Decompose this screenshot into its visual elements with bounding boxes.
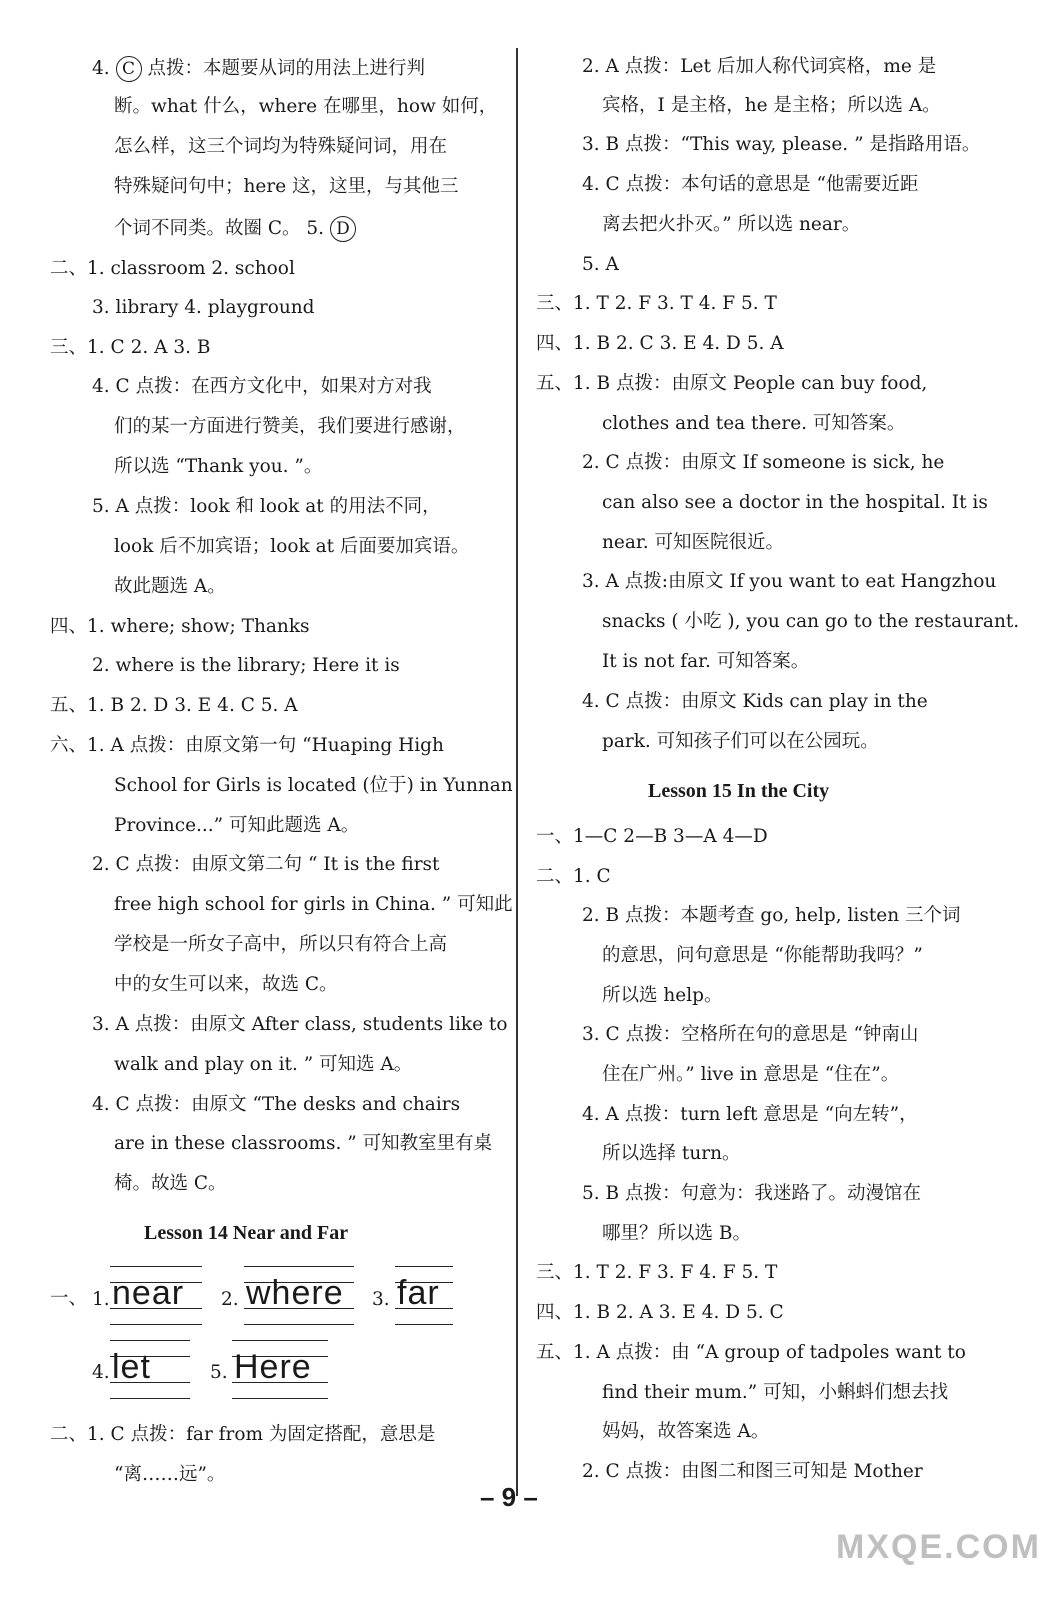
answer-line: School for Girls is located (位于) in Yunnan bbox=[114, 775, 513, 796]
hw-number: 2. bbox=[221, 1289, 239, 1310]
answer-line: park. 可知孩子们可以在公园玩。 bbox=[602, 731, 879, 752]
answer-line: 2. B 点拨：本题考查 go, help, listen 三个词 bbox=[582, 905, 961, 926]
answer-line: 2. C 点拨：由图二和图三可知是 Mother bbox=[582, 1461, 923, 1482]
answer-line: 所以选 “Thank you. ”。 bbox=[114, 456, 323, 477]
answer-line: can also see a doctor in the hospital. It is bbox=[602, 492, 988, 513]
answer-line: 四、1. B 2. C 3. E 4. D 5. A bbox=[536, 333, 784, 354]
answer-line: 三、1. C 2. A 3. B bbox=[50, 337, 211, 358]
answer-line: 五、1. B 2. D 3. E 4. C 5. A bbox=[50, 695, 298, 716]
answer-line: are in these classrooms. ” 可知教室里有桌 bbox=[114, 1133, 493, 1154]
answer-line: 所以选 help。 bbox=[602, 985, 723, 1006]
answer-line: 的意思，问句意思是 “你能帮助我吗？” bbox=[602, 945, 923, 966]
answer-line: 个词不同类。故圈 C。 5. D bbox=[114, 215, 356, 243]
lesson-15-title: Lesson 15 In the City bbox=[648, 780, 830, 802]
answer-line: 四、1. B 2. A 3. E 4. D 5. C bbox=[536, 1302, 784, 1323]
answer-line: 五、1. B 点拨：由原文 People can buy food, bbox=[536, 373, 928, 394]
answer-line: 5. A 点拨：look 和 look at 的用法不同， bbox=[92, 496, 441, 517]
answer-line: 4. A 点拨：turn left 意思是 “向左转”， bbox=[582, 1104, 918, 1125]
answer-line: 2. C 点拨：由原文 If someone is sick, he bbox=[582, 452, 945, 473]
answer-line: 妈妈，故答案选 A。 bbox=[602, 1421, 770, 1442]
handwriting-answer: far bbox=[395, 1266, 453, 1328]
answer-line: 2. where is the library; Here it is bbox=[92, 655, 400, 676]
answer-line: 4. C 点拨：由原文 Kids can play in the bbox=[582, 691, 928, 712]
answer-line: 三、1. T 2. F 3. F 4. F 5. T bbox=[536, 1262, 778, 1283]
answer-line: 住在广州。” live in 意思是 “住在”。 bbox=[602, 1064, 900, 1085]
answer-line: 5. A bbox=[582, 254, 619, 275]
answer-line: 一、1—C 2—B 3—A 4—D bbox=[536, 826, 768, 847]
section-marker: 一、 bbox=[50, 1288, 88, 1309]
answer-line: walk and play on it. ” 可知选 A。 bbox=[114, 1054, 413, 1075]
answer-line: 椅。故选 C。 bbox=[114, 1173, 227, 1194]
answer-line: 们的某一方面进行赞美，我们要进行感谢， bbox=[114, 416, 466, 437]
answer-line: 二、1. classroom 2. school bbox=[50, 258, 295, 279]
answer-line: It is not far. 可知答案。 bbox=[602, 651, 810, 672]
answer-line: 2. A 点拨：Let 后加人称代词宾格，me 是 bbox=[582, 56, 937, 77]
answer-line: 4. C 点拨：由原文 “The desks and chairs bbox=[92, 1094, 461, 1115]
answer-line: 故此题选 A。 bbox=[114, 576, 226, 597]
answer-line: 4. C 点拨：本句话的意思是 “他需要近距 bbox=[582, 174, 919, 195]
answer-line: 3. A 点拨：由原文 After class, students like to bbox=[92, 1014, 508, 1035]
answer-line: Province...” 可知此题选 A。 bbox=[114, 815, 360, 836]
handwriting-answer: let bbox=[110, 1340, 190, 1402]
answer-line: 怎么样，这三个词均为特殊疑问词，用在 bbox=[114, 136, 448, 157]
answer-line: 中的女生可以来，故选 C。 bbox=[114, 974, 338, 995]
hw-number: 4. bbox=[92, 1362, 110, 1383]
answer-line: 所以选择 turn。 bbox=[602, 1143, 741, 1164]
answer-line: 特殊疑问句中；here 这，这里，与其他三 bbox=[114, 176, 459, 197]
answer-line: 3. A 点拨:由原文 If you want to eat Hangzhou bbox=[582, 571, 997, 592]
answer-line: near. 可知医院很近。 bbox=[602, 532, 784, 553]
answer-line: 四、1. where; show; Thanks bbox=[50, 616, 310, 637]
answer-line: 六、1. A 点拨：由原文第一句 “Huaping High bbox=[50, 735, 444, 756]
column-divider bbox=[516, 48, 518, 1496]
handwriting-answer: where bbox=[244, 1266, 354, 1328]
answer-line: look 后不加宾语；look at 后面要加宾语。 bbox=[114, 536, 470, 557]
answer-line: “离……远”。 bbox=[114, 1464, 226, 1485]
answer-line: 五、1. A 点拨：由 “A group of tadpoles want to bbox=[536, 1342, 966, 1363]
answer-line: 3. library 4. playground bbox=[92, 297, 315, 318]
handwriting-answer: Here bbox=[232, 1340, 328, 1402]
answer-line: 学校是一所女子高中，所以只有符合上高 bbox=[114, 934, 448, 955]
hw-number: 3. bbox=[372, 1289, 390, 1310]
page-number: – 9 – bbox=[480, 1482, 538, 1512]
answer-line: 离去把火扑灭。” 所以选 near。 bbox=[602, 214, 861, 235]
answer-line: 4. C 点拨：在西方文化中，如果对方对我 bbox=[92, 376, 432, 397]
handwriting-answer: near bbox=[110, 1266, 202, 1328]
answer-line: free high school for girls in China. ” 可知此 bbox=[114, 894, 513, 915]
lesson-14-title: Lesson 14 Near and Far bbox=[144, 1222, 349, 1244]
hw-number: 1. bbox=[92, 1289, 110, 1310]
circled-answer: D bbox=[330, 216, 356, 242]
answer-line: 5. B 点拨：句意为：我迷路了。动漫馆在 bbox=[582, 1183, 922, 1204]
answer-line: 2. C 点拨：由原文第二句 “ It is the first bbox=[92, 854, 440, 875]
answer-line: snacks ( 小吃 ), you can go to the restaurant. bbox=[602, 611, 1020, 632]
answer-line: find their mum.” 可知，小蝌蚪们想去找 bbox=[602, 1382, 949, 1403]
answer-line: 4. C 点拨：本题要从词的用法上进行判 bbox=[92, 55, 425, 83]
answer-line: 宾格，I 是主格，he 是主格；所以选 A。 bbox=[602, 95, 941, 116]
answer-line: clothes and tea there. 可知答案。 bbox=[602, 413, 906, 434]
answer-line: 3. C 点拨：空格所在句的意思是 “钟南山 bbox=[582, 1024, 919, 1045]
answer-line: 二、1. C 点拨：far from 为固定搭配，意思是 bbox=[50, 1424, 436, 1445]
answer-line: 断。what 什么，where 在哪里，how 如何， bbox=[114, 96, 498, 117]
answer-line: 二、1. C bbox=[536, 866, 611, 887]
circled-answer: C bbox=[116, 56, 142, 82]
watermark: MXQE.COM bbox=[836, 1528, 1041, 1566]
hw-number: 5. bbox=[210, 1362, 228, 1383]
answer-line: 3. B 点拨：“This way, please. ” 是指路用语。 bbox=[582, 134, 981, 155]
answer-line: 哪里？所以选 B。 bbox=[602, 1223, 751, 1244]
answer-line: 三、1. T 2. F 3. T 4. F 5. T bbox=[536, 293, 777, 314]
